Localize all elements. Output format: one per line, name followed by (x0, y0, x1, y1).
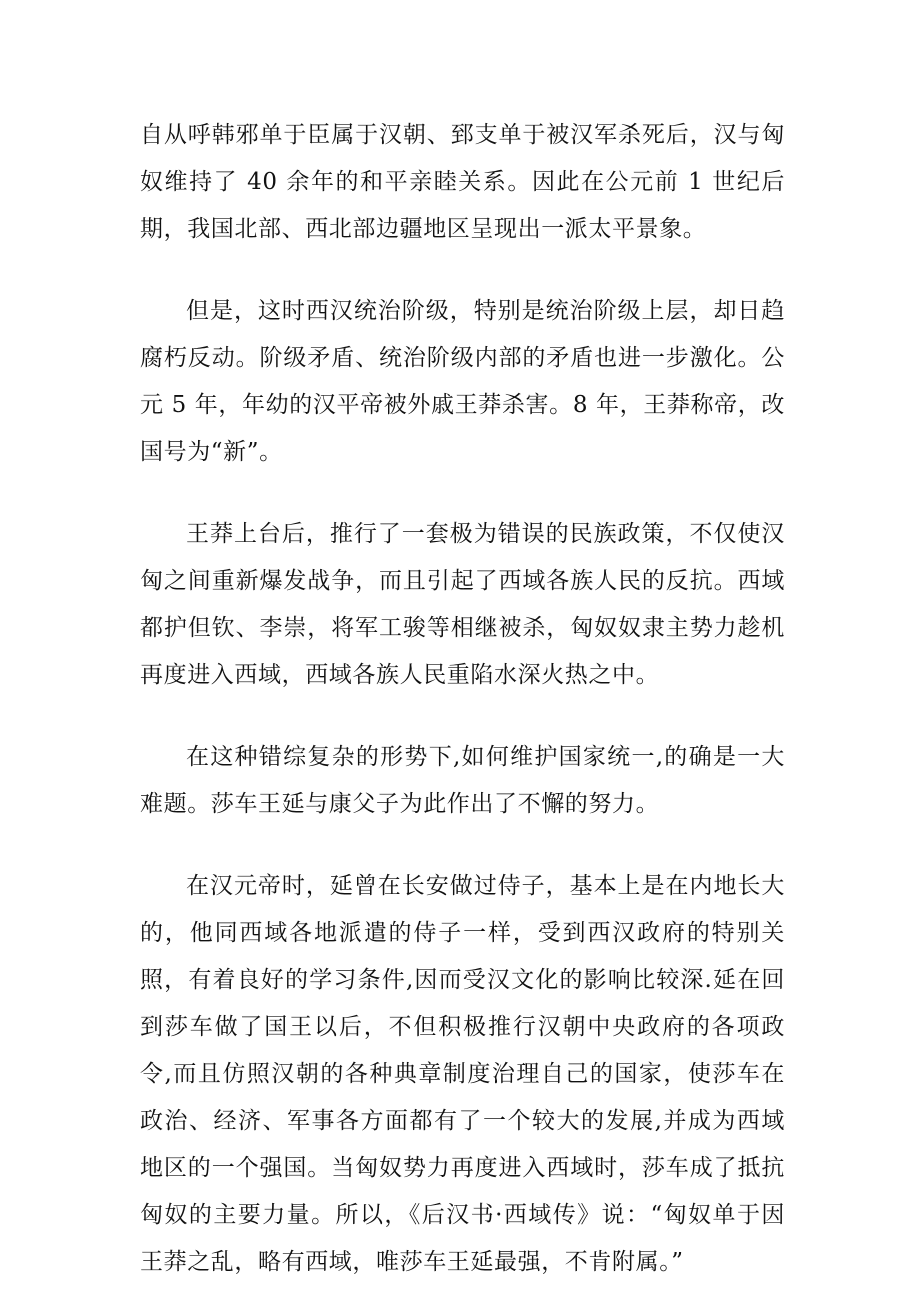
paragraph-2: 但是，这时西汉统治阶级，特别是统治阶级上层，却日趋腐朽反动。阶级矛盾、统治阶级内部的矛盾也进一步激化。公元 5 年，年幼的汉平帝被外戚王莽杀害。8 年，王莽称帝，改国号为“新”。 (140, 298, 785, 465)
paragraph-4: 在这种错综复杂的形势下,如何维护国家统一,的确是一大难题。莎车王延与康父子为此作出了不懈的努力。 (140, 744, 785, 817)
paragraph-1: 自从呼韩邪单于臣属于汉朝、郅支单于被汉军杀死后，汉与匈奴维持了 40 余年的和平亲睦关系。因此在公元前 1 世纪后期，我国北部、西北部边疆地区呈现出一派太平景象。 (140, 122, 785, 242)
paragraph-5: 在汉元帝时，延曾在长安做过侍子，基本上是在内地长大的，他同西域各地派遣的侍子一样，受到西汉政府的特别关照，有着良好的学习条件,因而受汉文化的影响比较深.延在回到莎车做了国王以后，不但积极推行汉朝中央政府的各项政令,而且仿照汉朝的各种典章制度治理自己的国家，使莎车在政治、经济、军事各方面都有了一个较大的发展,并成为西域地区的一个强国。当匈奴势力再度进入西域时，莎车成了抵抗匈奴的主要力量。所以，《后汉书·西域传》说：“匈奴单于因王莽之乱，略有西域，唯莎车王延最强，不肯附属。” (140, 873, 785, 1275)
paragraph-3: 王莽上台后，推行了一套极为错误的民族政策，不仅使汉匈之间重新爆发战争，而且引起了西域各族人民的反抗。西域都护但钦、李崇，将军工骏等相继被杀，匈奴奴隶主势力趁机再度进入西域，西域各族人民重陷水深火热之中。 (140, 521, 785, 688)
document-page (140, 112, 785, 1286)
